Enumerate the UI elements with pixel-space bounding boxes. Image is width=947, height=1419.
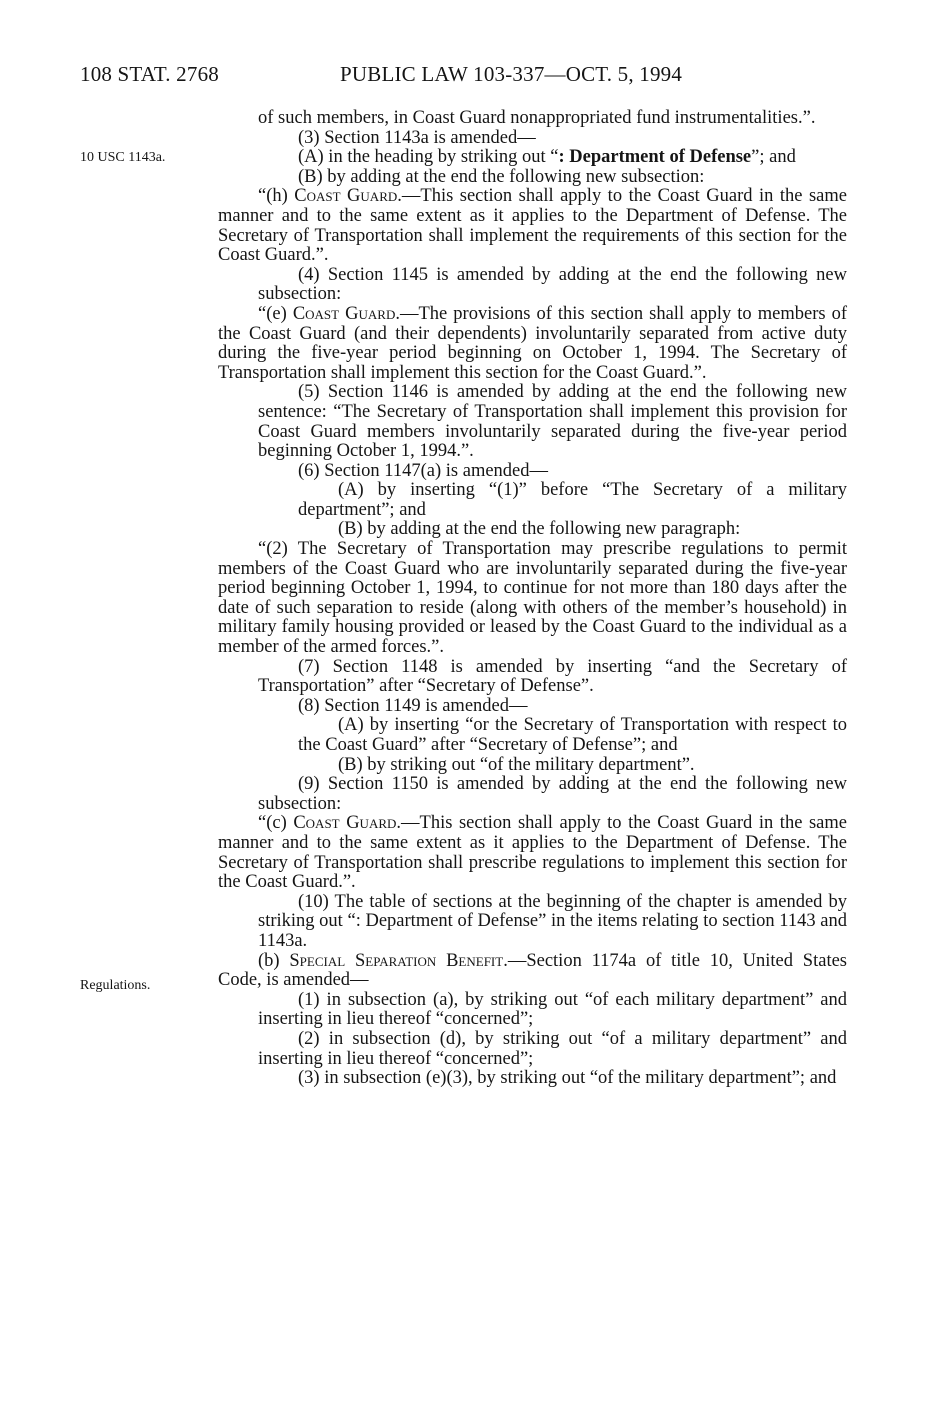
stat-page-number: 108 STAT. 2768 [80, 62, 219, 86]
paragraph: of such members, in Coast Guard nonappropriated fund instrumentalities.”. [258, 108, 816, 128]
paragraph: (B) by adding at the end the following new subsection: [298, 166, 705, 187]
paragraph: “(e) Coast Guard.—The provisions of this section shall apply to members of the Coast Guard (and their dependents) involuntarily separated from active duty during the five-year period beginning on October 1, 1994. The Secretary of Transportation shall implement this section for the Coast Guard.”. [218, 303, 848, 383]
paragraph: (4) Section 1145 is amended by adding at the end the following new subsection: [258, 264, 847, 305]
margin-note-usc: 10 USC 1143a. [80, 150, 166, 165]
paragraph: (7) Section 1148 is amended by inserting “and the Secretary of Transportation” after “Secretary of Defense”. [258, 656, 847, 697]
paragraph: (10) The table of sections at the beginning of the chapter is amended by striking out “: Department of Defense” in the items relating to section 1143 and 1143a. [258, 891, 847, 951]
paragraph: (8) Section 1149 is amended— [298, 695, 528, 716]
running-header-title: PUBLIC LAW 103-337—OCT. 5, 1994 [340, 62, 683, 86]
paragraph: (3) in subsection (e)(3), by striking out “of the military department”; and [298, 1068, 837, 1089]
paragraph: (B) by striking out “of the military department”. [338, 754, 695, 775]
paragraph: (1) in subsection (a), by striking out “of each military department” and inserting in lieu thereof “concerned”; [258, 989, 847, 1030]
paragraph: (9) Section 1150 is amended by adding at the end the following new subsection: [258, 774, 847, 814]
body-text [218, 109, 847, 1089]
paragraph: (2) in subsection (d), by striking out “of a military department” and inserting in lieu thereof “concerned”; [258, 1028, 847, 1069]
paragraph: “(h) Coast Guard.—This section shall apply to the Coast Guard in the same manner and to the same extent as it applies to the Department of Defense. The Secretary of Transportation shall implement the requirements of this section for the Coast Guard.”. [218, 186, 847, 266]
paragraph: (b) Special Separation Benefit.—Section 1174a of title 10, United States Code, is amended— [218, 950, 847, 991]
paragraph: (6) Section 1147(a) is amended— [298, 460, 549, 481]
paragraph: (A) by inserting “or the Secretary of Transportation with respect to the Coast Guard” after “Secretary of Defense”; and [298, 715, 847, 755]
paragraph: (A) by inserting “(1)” before “The Secretary of a military department”; and [298, 480, 847, 520]
margin-note-regulations: Regulations. [80, 978, 151, 993]
paragraph: (B) by adding at the end the following new paragraph: [338, 519, 741, 540]
paragraph: (5) Section 1146 is amended by adding at the end the following new sentence: “The Secretary of Transportation shall implement this provision for Coast Guard members involuntarily separated during the five-year period beginning October 1, 1994.”. [258, 382, 847, 462]
paragraph: “(2) The Secretary of Transportation may prescribe regulations to permit members of the Coast Guard who are involuntarily separated during the five-year period beginning October 1, 1994, to continue for not more than 180 days after the date of such separation to reside (along with others of the member’s household) in military family housing provided or leased by the Coast Guard to the individual as a member of the armed forces.”. [218, 539, 847, 658]
paragraph: “(c) Coast Guard.—This section shall apply to the Coast Guard in the same manner and to the same extent as it applies to the Department of Defense. The Secretary of Transportation shall prescribe regulations to implement this section for the Coast Guard.”. [218, 813, 847, 893]
paragraph: (3) Section 1143a is amended— [298, 127, 536, 148]
paragraph: (A) in the heading by striking out “: Department of Defense”; and [298, 147, 796, 168]
